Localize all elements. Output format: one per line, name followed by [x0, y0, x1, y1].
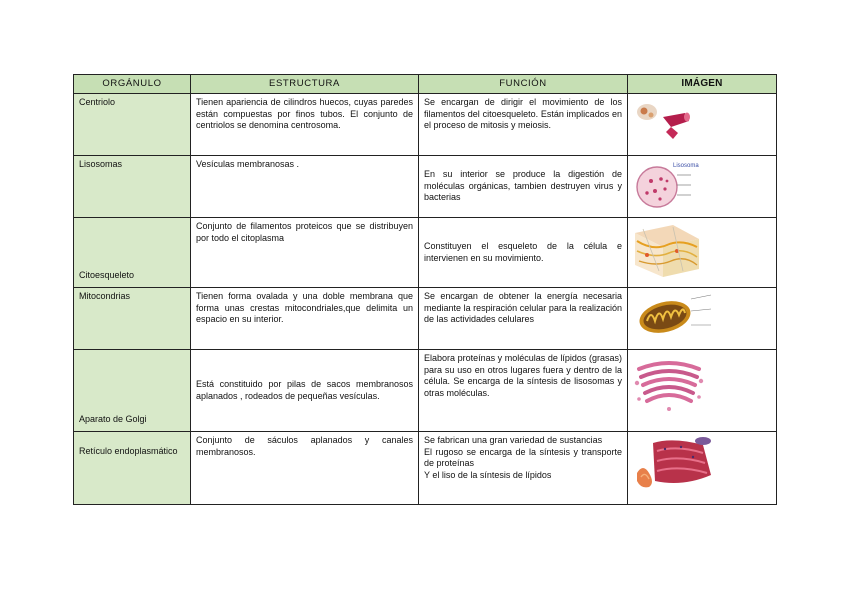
function-line: El rugoso se encarga de la síntesis y transporte de proteínas	[424, 446, 622, 468]
table-row	[74, 94, 777, 156]
function-cell: En su interior se produce la digestión de moléculas orgánicas, tambien destruyen virus y bacterias	[419, 156, 628, 218]
golgi-apparatus-illustration-icon	[633, 353, 705, 413]
image-cell	[628, 94, 777, 156]
function-line: Y el liso de la síntesis de lípidos	[424, 469, 552, 480]
table-row	[74, 218, 777, 288]
header-organulo: ORGÁNULO	[74, 75, 191, 94]
function-cell	[419, 432, 628, 505]
cytoskeleton-illustration-icon	[633, 221, 701, 281]
organelle-name: Mitocondrias	[74, 288, 191, 350]
image-cell	[628, 288, 777, 350]
header-row	[74, 75, 777, 94]
organelle-name: Centriolo	[74, 94, 191, 156]
table-row	[74, 156, 777, 218]
function-line: Se fabrican una gran variedad de sustancias	[424, 435, 603, 445]
structure-cell: Conjunto de filamentos proteicos que se distribuyen por todo el citoplasma	[191, 218, 419, 288]
organelle-name: Lisosomas	[74, 156, 191, 218]
header-imagen: IMÁGEN	[628, 75, 777, 94]
structure-cell: Conjunto de sáculos aplanados y canales membranosos.	[191, 432, 419, 505]
mitochondrion-illustration-icon	[633, 291, 713, 339]
image-cell	[628, 432, 777, 505]
organelle-name: Aparato de Golgi	[74, 350, 191, 432]
centriole-illustration-icon	[633, 97, 699, 147]
function-cell: Se encargan de dirigir el movimiento de los filamentos del citoesqueleto. Están implicados en el proceso de mitosis y meiosis.	[419, 94, 628, 156]
structure-cell: Tienen forma ovalada y una doble membrana que forma unas crestas mitocondriales,que delimita un espacio en su interior.	[191, 288, 419, 350]
structure-cell: Tienen apariencia de cilindros huecos, cuyas paredes están compuestas por finos tubos. El conjunto de centriolos se denomina centrosoma.	[191, 94, 419, 156]
organelle-name: Retículo endoplasmático	[74, 432, 191, 505]
function-cell: Se encargan de obtener la energía necesaria mediante la respiración celular para la realización de las actividades celulares	[419, 288, 628, 350]
image-cell	[628, 156, 777, 218]
table-row	[74, 288, 777, 350]
header-estructura: ESTRUCTURA	[191, 75, 419, 94]
structure-cell: Vesículas membranosas .	[191, 156, 419, 218]
endoplasmic-reticulum-illustration-icon	[633, 435, 715, 491]
structure-cell: Está constituido por pilas de sacos membranosos aplanados , rodeados de pequeñas vesículas.	[191, 350, 419, 432]
function-cell: Constituyen el esqueleto de la célula e intervienen en su movimiento.	[419, 218, 628, 288]
lysosome-illustration-icon	[633, 159, 699, 211]
header-funcion: FUNCIÓN	[419, 75, 628, 94]
table-row	[74, 432, 777, 505]
table-row	[74, 350, 777, 432]
organelle-name: Citoesqueleto	[74, 218, 191, 288]
lysosome-label: Lisosoma	[673, 163, 699, 169]
image-cell	[628, 350, 777, 432]
organelles-table	[73, 74, 777, 505]
image-cell	[628, 218, 777, 288]
function-cell: Elabora proteínas y moléculas de lípidos (grasas) para su uso en otros lugares fuera y dentro de la célula. Se encarga de la síntesis de lisosomas y otras moléculas.	[419, 350, 628, 432]
